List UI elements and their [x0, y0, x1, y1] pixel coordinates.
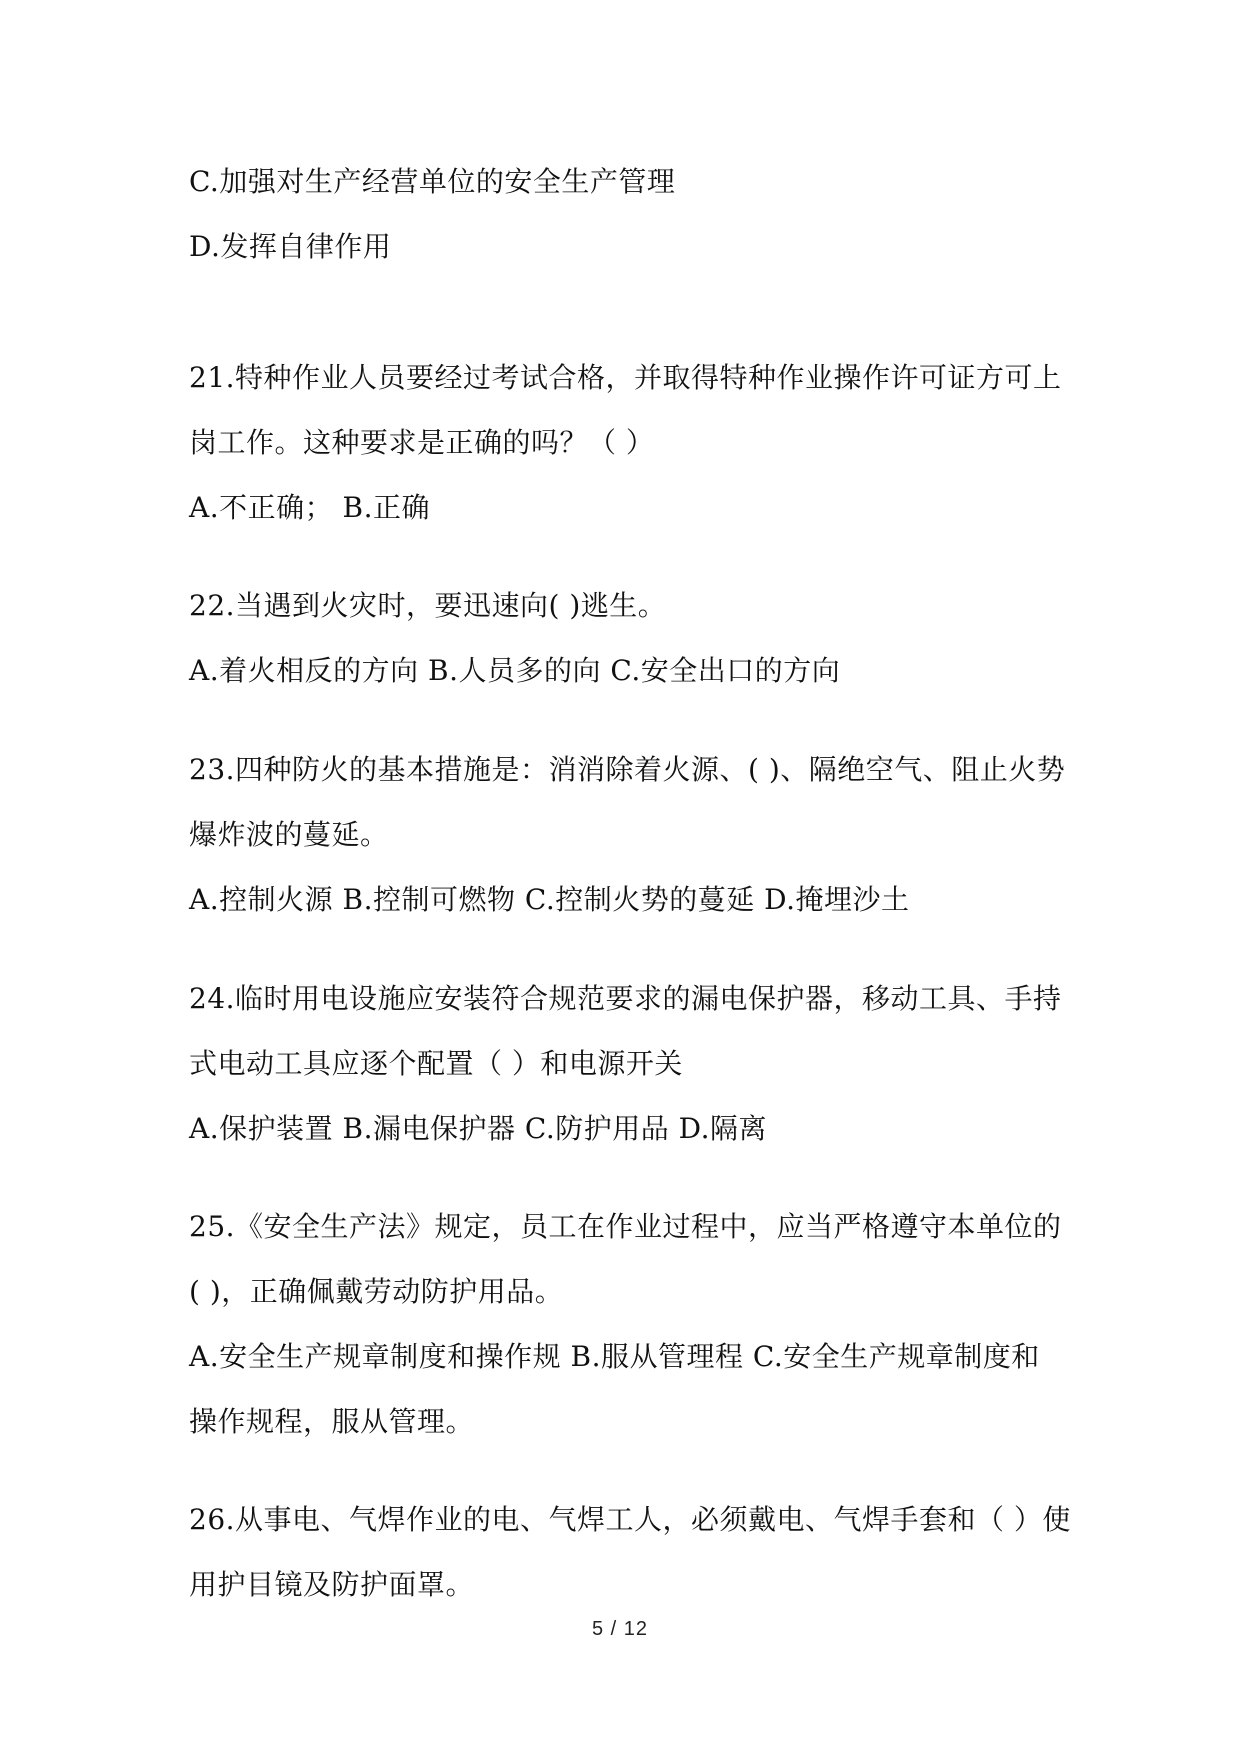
question-text: 爆炸波的蔓延。 [189, 818, 389, 851]
option-line: C.加强对生产经营单位的安全生产管理 [189, 165, 676, 198]
option-line: A.着火相反的方向 B.人员多的向 C.安全出口的方向 [189, 654, 841, 687]
question-text: 22.当遇到火灾时，要迅速向( )逃生。 [189, 589, 667, 622]
option-line: A.保护装置 B.漏电保护器 C.防护用品 D.隔离 [189, 1112, 767, 1145]
question-text: 岗工作。这种要求是正确的吗？（ ） [189, 426, 655, 459]
option-line: A.不正确； B.正确 [189, 491, 430, 524]
question-text: 用护目镜及防护面罩。 [189, 1568, 475, 1601]
page-number: 5 / 12 [591, 1618, 649, 1640]
option-line: 操作规程，服从管理。 [189, 1405, 475, 1438]
question-text: 25.《安全生产法》规定，员工在作业过程中，应当严格遵守本单位的 [189, 1210, 1062, 1243]
option-line: D.发挥自律作用 [189, 230, 392, 263]
option-line: A.安全生产规章制度和操作规 B.服从管理程 C.安全生产规章制度和 [189, 1340, 1040, 1373]
option-line: A.控制火源 B.控制可燃物 C.控制火势的蔓延 D.掩埋沙土 [189, 883, 910, 916]
question-text: 21.特种作业人员要经过考试合格，并取得特种作业操作许可证方可上 [189, 361, 1062, 394]
question-text: 23.四种防火的基本措施是：消消除着火源、( )、隔绝空气、阻止火势 [189, 753, 1066, 786]
question-text: 26.从事电、气焊作业的电、气焊工人，必须戴电、气焊手套和（ ）使 [189, 1503, 1071, 1536]
question-text: ( )，正确佩戴劳动防护用品。 [189, 1275, 564, 1308]
question-text: 24.临时用电设施应安装符合规范要求的漏电保护器，移动工具、手持 [189, 982, 1062, 1015]
question-text: 式电动工具应逐个配置（ ）和电源开关 [189, 1047, 683, 1080]
